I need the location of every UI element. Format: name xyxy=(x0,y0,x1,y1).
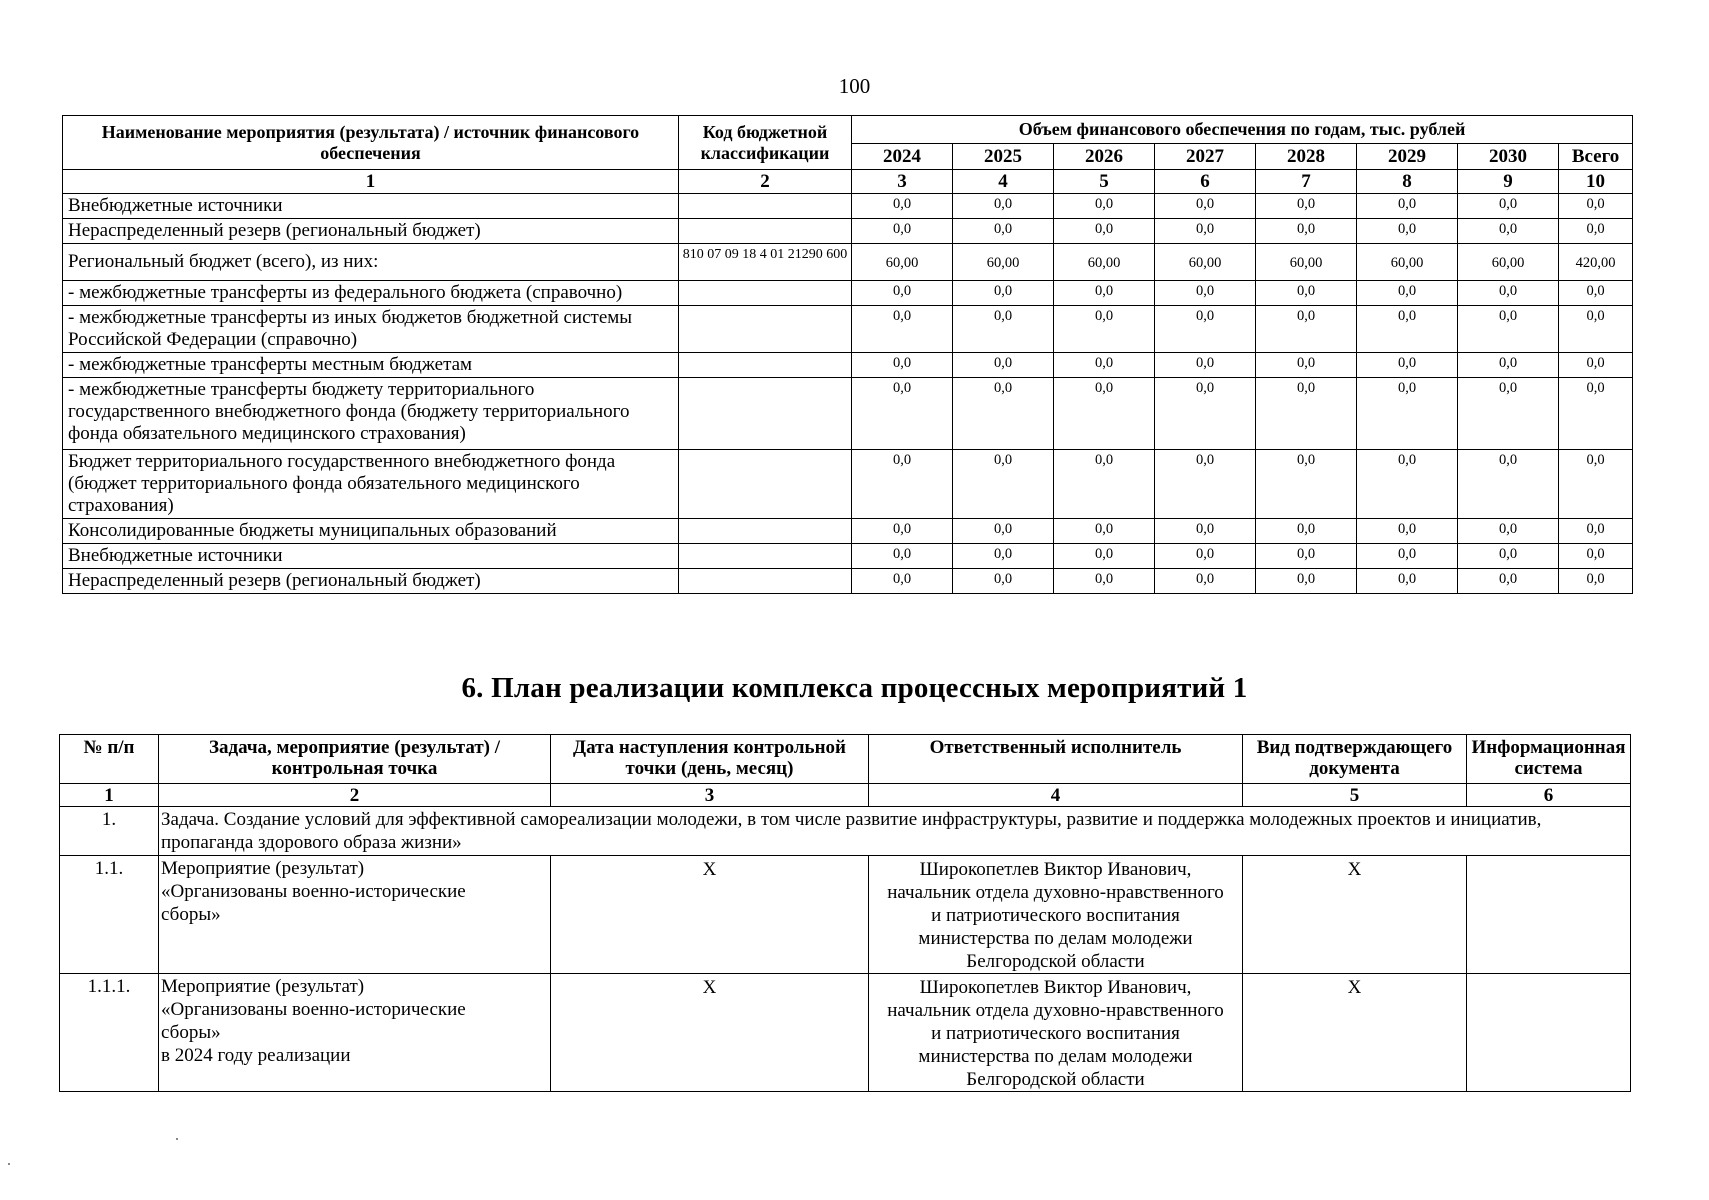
finance-value-cell: 60,00 xyxy=(852,244,953,281)
responsible-line: начальник отдела духовно-нравственного xyxy=(887,1000,1224,1021)
finance-value-cell: 0,0 xyxy=(852,353,953,378)
task-row-text: Задача. Создание условий для эффективной самореализации молодежи, в том числе развитие инфраструктуры, развитие и поддержка молодежных проектов и инициатив, пропаганда здорового образа жизни» xyxy=(159,807,1631,856)
activity-line: сборы» xyxy=(161,904,221,925)
finance-row-kbk xyxy=(679,569,852,594)
finance-row-name: Нераспределенный резерв (региональный бюджет) xyxy=(63,219,679,244)
finance-value-cell: 0,0 xyxy=(852,378,953,450)
finance-value-cell: 0,0 xyxy=(1357,281,1458,306)
finance-value-cell: 0,0 xyxy=(953,544,1054,569)
finance-row-kbk xyxy=(679,194,852,219)
plan-row-doc-type: X xyxy=(1243,856,1467,974)
finance-value-cell: 0,0 xyxy=(1357,194,1458,219)
finance-value-cell: 0,0 xyxy=(1256,194,1357,219)
finance-value-cell: 0,0 xyxy=(1054,353,1155,378)
plan-column-number: 1 xyxy=(60,784,159,807)
plan-row-activity xyxy=(159,974,551,1092)
finance-row-kbk xyxy=(679,353,852,378)
finance-value-cell: 0,0 xyxy=(953,194,1054,219)
finance-value-cell: 0,0 xyxy=(852,194,953,219)
activity-line: сборы» xyxy=(161,1022,221,1043)
task-row-number: 1. xyxy=(60,807,159,856)
finance-value-cell: 0,0 xyxy=(1155,544,1256,569)
header-year-2030: 2030 xyxy=(1458,144,1559,170)
finance-value-cell: 0,0 xyxy=(1559,281,1633,306)
finance-value-cell: 0,0 xyxy=(1256,219,1357,244)
column-number: 6 xyxy=(1155,170,1256,194)
finance-row-kbk: 810 07 09 18 4 01 21290 600 xyxy=(679,244,852,281)
finance-table-body xyxy=(63,194,1633,594)
finance-value-cell: 0,0 xyxy=(1054,306,1155,353)
finance-value-cell: 60,00 xyxy=(1256,244,1357,281)
finance-value-cell: 0,0 xyxy=(1458,353,1559,378)
responsible-line: и патриотического воспитания xyxy=(931,1023,1180,1044)
finance-value-cell: 0,0 xyxy=(1256,281,1357,306)
finance-value-cell: 0,0 xyxy=(1256,569,1357,594)
finance-value-cell: 0,0 xyxy=(1256,306,1357,353)
activity-line: Мероприятие (результат) xyxy=(161,858,365,879)
responsible-line: Широкопетлев Виктор Иванович, xyxy=(919,977,1192,998)
finance-value-cell: 0,0 xyxy=(1155,519,1256,544)
finance-value-cell: 60,00 xyxy=(1357,244,1458,281)
plan-column-number: 5 xyxy=(1243,784,1467,807)
finance-value-cell: 0,0 xyxy=(852,569,953,594)
finance-row xyxy=(63,194,1633,219)
header-year-2028: 2028 xyxy=(1256,144,1357,170)
finance-row xyxy=(63,544,1633,569)
finance-value-cell: 0,0 xyxy=(1155,219,1256,244)
finance-value-cell: 0,0 xyxy=(1155,281,1256,306)
responsible-line: и патриотического воспитания xyxy=(931,905,1180,926)
plan-row xyxy=(60,856,1631,974)
finance-value-cell: 0,0 xyxy=(1559,450,1633,519)
finance-value-cell: 60,00 xyxy=(953,244,1054,281)
finance-row-name: - межбюджетные трансферты из федерального бюджета (справочно) xyxy=(63,281,679,306)
finance-value-cell: 0,0 xyxy=(1458,544,1559,569)
finance-row-name: Региональный бюджет (всего), из них: xyxy=(63,244,679,281)
finance-value-cell: 0,0 xyxy=(852,306,953,353)
finance-value-cell: 0,0 xyxy=(953,378,1054,450)
scan-speck xyxy=(8,1163,10,1165)
finance-row xyxy=(63,569,1633,594)
finance-row-kbk xyxy=(679,378,852,450)
finance-row xyxy=(63,306,1633,353)
activity-line: «Организованы военно-исторические xyxy=(161,881,466,902)
finance-value-cell: 0,0 xyxy=(1559,194,1633,219)
plan-row-date: X xyxy=(551,974,869,1092)
finance-value-cell: 0,0 xyxy=(1559,378,1633,450)
finance-row xyxy=(63,450,1633,519)
plan-header-no: № п/п xyxy=(60,735,159,784)
finance-value-cell: 0,0 xyxy=(1357,219,1458,244)
finance-value-cell: 0,0 xyxy=(1054,378,1155,450)
page-number: 100 xyxy=(838,74,871,98)
column-number: 9 xyxy=(1458,170,1559,194)
finance-row-kbk xyxy=(679,544,852,569)
finance-value-cell: 0,0 xyxy=(1256,353,1357,378)
plan-row-responsible xyxy=(869,974,1243,1092)
header-total: Всего xyxy=(1559,144,1633,170)
finance-table xyxy=(62,115,1633,594)
finance-value-cell: 0,0 xyxy=(1458,378,1559,450)
finance-value-cell: 0,0 xyxy=(953,219,1054,244)
activity-line: Мероприятие (результат) xyxy=(161,976,365,997)
finance-value-cell: 0,0 xyxy=(1458,194,1559,219)
finance-value-cell: 0,0 xyxy=(852,519,953,544)
responsible-line: министерства по делам молодежи xyxy=(918,1046,1193,1067)
header-year-2024: 2024 xyxy=(852,144,953,170)
header-year-2029: 2029 xyxy=(1357,144,1458,170)
finance-row-name: - межбюджетные трансферты местным бюджетам xyxy=(63,353,679,378)
finance-value-cell: 0,0 xyxy=(1256,519,1357,544)
plan-row-activity xyxy=(159,856,551,974)
column-number: 4 xyxy=(953,170,1054,194)
plan-column-number: 6 xyxy=(1467,784,1631,807)
finance-value-cell: 0,0 xyxy=(1054,281,1155,306)
responsible-line: Белгородской области xyxy=(966,951,1145,972)
header-year-2025: 2025 xyxy=(953,144,1054,170)
plan-header-task: Задача, мероприятие (результат) / контрольная точка xyxy=(159,735,551,784)
finance-value-cell: 0,0 xyxy=(1256,544,1357,569)
plan-table-body xyxy=(60,856,1631,1092)
finance-row-kbk xyxy=(679,281,852,306)
finance-value-cell: 0,0 xyxy=(1559,544,1633,569)
finance-value-cell: 0,0 xyxy=(1559,569,1633,594)
column-number: 2 xyxy=(679,170,852,194)
finance-value-cell: 0,0 xyxy=(953,519,1054,544)
column-number: 8 xyxy=(1357,170,1458,194)
plan-row xyxy=(60,974,1631,1092)
finance-row-name: - межбюджетные трансферты бюджету территориального государственного внебюджетного фонда (бюджету территориального фонда обязательного медицинского страхования) xyxy=(63,378,679,450)
finance-value-cell: 0,0 xyxy=(1559,306,1633,353)
finance-value-cell: 0,0 xyxy=(1458,569,1559,594)
finance-row xyxy=(63,281,1633,306)
plan-table xyxy=(59,734,1631,1092)
header-name: Наименование мероприятия (результата) / источник финансового обеспечения xyxy=(63,116,679,170)
plan-header-doc-type: Вид подтверждающего документа xyxy=(1243,735,1467,784)
finance-value-cell: 0,0 xyxy=(1155,450,1256,519)
finance-row-name: Внебюджетные источники xyxy=(63,544,679,569)
finance-value-cell: 0,0 xyxy=(1155,569,1256,594)
plan-task-row xyxy=(60,807,1631,856)
column-number: 1 xyxy=(63,170,679,194)
finance-row xyxy=(63,519,1633,544)
finance-row-kbk xyxy=(679,519,852,544)
finance-value-cell: 0,0 xyxy=(852,219,953,244)
finance-value-cell: 60,00 xyxy=(1458,244,1559,281)
column-number: 10 xyxy=(1559,170,1633,194)
plan-header-date: Дата наступления контрольной точки (день, месяц) xyxy=(551,735,869,784)
finance-value-cell: 0,0 xyxy=(953,306,1054,353)
header-kbk: Код бюджетной классификации xyxy=(679,116,852,170)
finance-row-name: Консолидированные бюджеты муниципальных образований xyxy=(63,519,679,544)
column-number: 3 xyxy=(852,170,953,194)
responsible-line: министерства по делам молодежи xyxy=(918,928,1193,949)
finance-value-cell: 0,0 xyxy=(1054,519,1155,544)
finance-row xyxy=(63,378,1633,450)
finance-value-cell: 0,0 xyxy=(1155,194,1256,219)
finance-value-cell: 0,0 xyxy=(1559,519,1633,544)
plan-row-responsible xyxy=(869,856,1243,974)
plan-header-info-system: Информационная система xyxy=(1467,735,1631,784)
plan-header-responsible: Ответственный исполнитель xyxy=(869,735,1243,784)
finance-row xyxy=(63,219,1633,244)
finance-value-cell: 0,0 xyxy=(852,281,953,306)
finance-value-cell: 0,0 xyxy=(1054,194,1155,219)
finance-value-cell: 60,00 xyxy=(1155,244,1256,281)
finance-value-cell: 0,0 xyxy=(1054,569,1155,594)
finance-row-kbk xyxy=(679,450,852,519)
finance-value-cell: 0,0 xyxy=(1458,306,1559,353)
finance-value-cell: 0,0 xyxy=(1458,281,1559,306)
finance-value-cell: 0,0 xyxy=(953,281,1054,306)
finance-value-cell: 0,0 xyxy=(1256,450,1357,519)
finance-value-cell: 0,0 xyxy=(953,450,1054,519)
finance-value-cell: 0,0 xyxy=(1155,353,1256,378)
section-title: 6. План реализации комплекса процессных мероприятий 1 xyxy=(461,672,1248,704)
finance-value-cell: 0,0 xyxy=(1357,378,1458,450)
responsible-line: Широкопетлев Виктор Иванович, xyxy=(919,859,1192,880)
responsible-line: Белгородской области xyxy=(966,1069,1145,1090)
finance-value-cell: 0,0 xyxy=(1357,450,1458,519)
plan-row-info-system xyxy=(1467,974,1631,1092)
finance-row xyxy=(63,244,1633,281)
finance-value-cell: 0,0 xyxy=(852,544,953,569)
finance-value-cell: 0,0 xyxy=(1357,569,1458,594)
plan-column-number: 2 xyxy=(159,784,551,807)
plan-row-doc-type: X xyxy=(1243,974,1467,1092)
finance-value-cell: 0,0 xyxy=(1155,306,1256,353)
finance-row-name: Внебюджетные источники xyxy=(63,194,679,219)
finance-value-cell: 0,0 xyxy=(1054,450,1155,519)
finance-value-cell: 420,00 xyxy=(1559,244,1633,281)
finance-value-cell: 0,0 xyxy=(953,569,1054,594)
finance-row-name: Бюджет территориального государственного внебюджетного фонда (бюджет территориального фонда обязательного медицинского страхования) xyxy=(63,450,679,519)
finance-value-cell: 0,0 xyxy=(953,353,1054,378)
finance-row-name: - межбюджетные трансферты из иных бюджетов бюджетной системы Российской Федерации (справочно) xyxy=(63,306,679,353)
plan-row-number: 1.1. xyxy=(60,856,159,974)
responsible-line: начальник отдела духовно-нравственного xyxy=(887,882,1224,903)
activity-line: в 2024 году реализации xyxy=(161,1045,351,1066)
finance-value-cell: 0,0 xyxy=(1559,219,1633,244)
finance-value-cell: 0,0 xyxy=(1054,219,1155,244)
plan-row-info-system xyxy=(1467,856,1631,974)
finance-row-kbk xyxy=(679,219,852,244)
plan-column-numbers-row xyxy=(60,784,1631,807)
header-year-2026: 2026 xyxy=(1054,144,1155,170)
plan-row-number: 1.1.1. xyxy=(60,974,159,1092)
header-volume: Объем финансового обеспечения по годам, тыс. рублей xyxy=(852,116,1633,144)
finance-value-cell: 0,0 xyxy=(1559,353,1633,378)
finance-row xyxy=(63,353,1633,378)
column-number: 5 xyxy=(1054,170,1155,194)
finance-value-cell: 0,0 xyxy=(1357,306,1458,353)
finance-value-cell: 0,0 xyxy=(852,450,953,519)
finance-value-cell: 0,0 xyxy=(1155,378,1256,450)
finance-value-cell: 0,0 xyxy=(1054,544,1155,569)
column-number: 7 xyxy=(1256,170,1357,194)
finance-value-cell: 60,00 xyxy=(1054,244,1155,281)
finance-row-kbk xyxy=(679,306,852,353)
finance-value-cell: 0,0 xyxy=(1357,353,1458,378)
plan-row-date: X xyxy=(551,856,869,974)
finance-value-cell: 0,0 xyxy=(1357,519,1458,544)
finance-value-cell: 0,0 xyxy=(1458,219,1559,244)
finance-value-cell: 0,0 xyxy=(1256,378,1357,450)
plan-column-number: 4 xyxy=(869,784,1243,807)
finance-row-name: Нераспределенный резерв (региональный бюджет) xyxy=(63,569,679,594)
activity-line: «Организованы военно-исторические xyxy=(161,999,466,1020)
finance-value-cell: 0,0 xyxy=(1458,450,1559,519)
finance-value-cell: 0,0 xyxy=(1458,519,1559,544)
scan-speck xyxy=(176,1138,178,1140)
header-year-2027: 2027 xyxy=(1155,144,1256,170)
plan-column-number: 3 xyxy=(551,784,869,807)
column-numbers-row xyxy=(63,170,1633,194)
finance-value-cell: 0,0 xyxy=(1357,544,1458,569)
